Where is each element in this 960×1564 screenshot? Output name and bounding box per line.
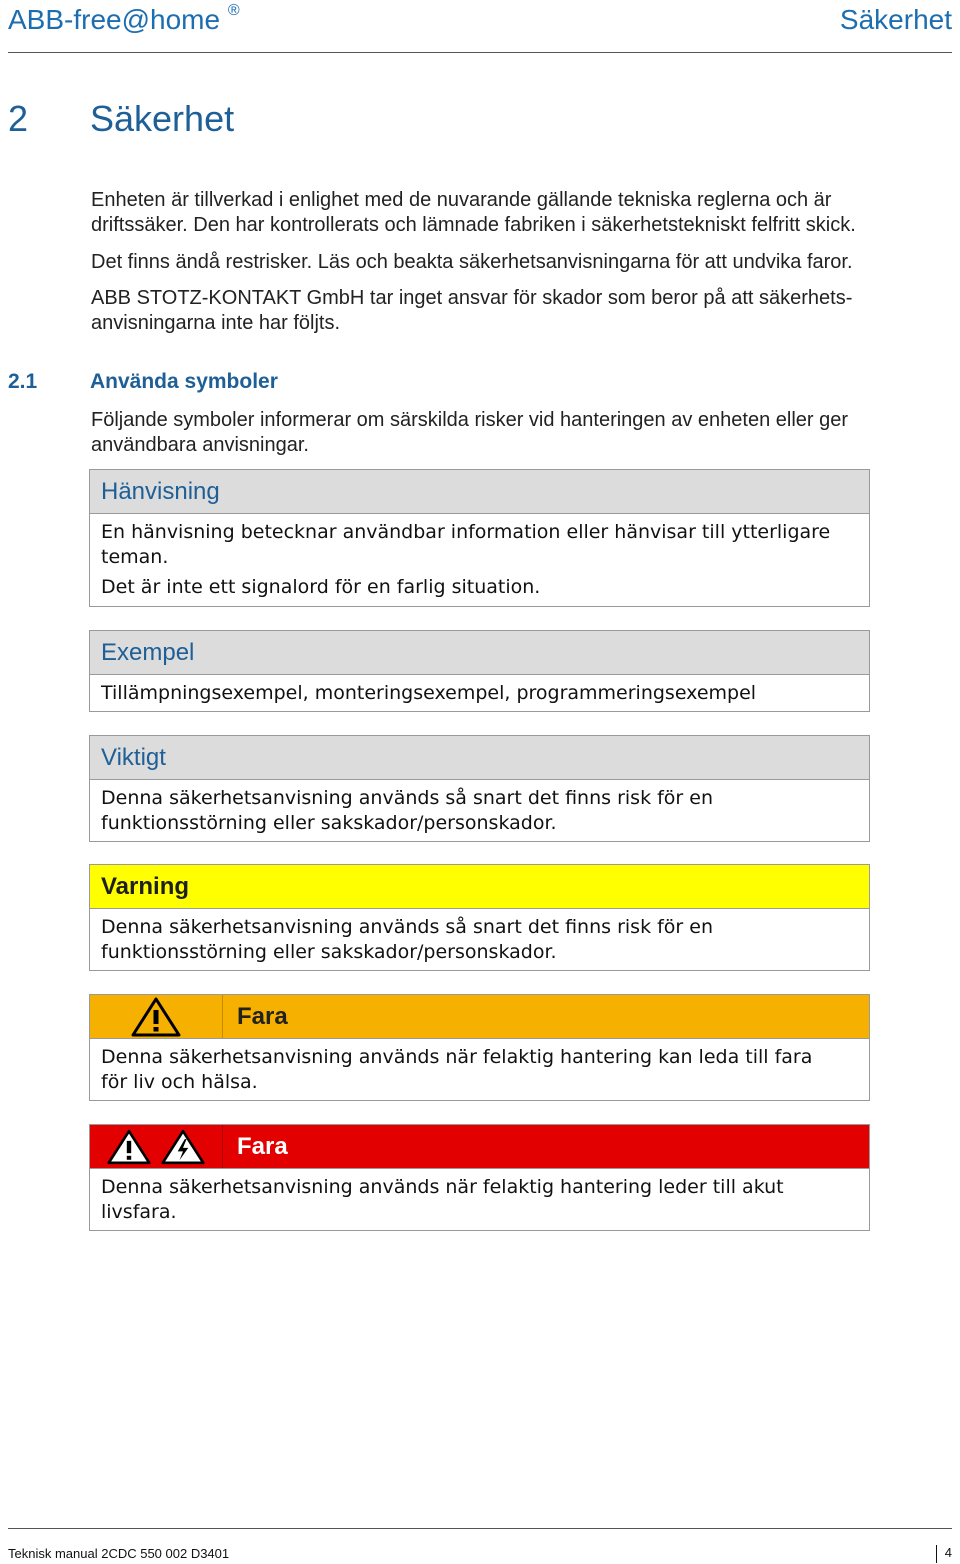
notice-varning	[89, 864, 870, 971]
intro-paragraph-1	[91, 188, 911, 238]
notice-body	[90, 1169, 869, 1231]
notice-text-line: funktionsstörning eller sakskador/personskador.	[101, 941, 557, 963]
notice-body	[90, 1039, 869, 1101]
notice-body	[90, 675, 869, 712]
notice-text-line: Denna säkerhetsanvisning används när felaktig hantering kan leda till fara	[101, 1046, 813, 1068]
notice-title: Fara	[237, 1132, 288, 1160]
intro-paragraph-3	[91, 286, 911, 336]
high-voltage-icon	[161, 1128, 205, 1166]
notice-text-line: för liv och hälsa.	[101, 1071, 258, 1093]
subsection-intro-line1: Följande symboler informerar om särskilda risker vid hanteringen av enheten eller ger	[91, 409, 849, 431]
notice-text-line: Denna säkerhetsanvisning används när felaktig hantering leder till akut	[101, 1176, 784, 1198]
subsection-heading	[8, 370, 278, 394]
notice-text-line: Denna säkerhetsanvisning används så snart det finns risk för en	[101, 787, 714, 809]
chapter-number: 2	[8, 98, 29, 139]
chapter-heading	[8, 98, 234, 140]
footer-document-id: Teknisk manual 2CDC 550 002 D3401	[8, 1546, 230, 1561]
notice-text-line: livsfara.	[101, 1201, 177, 1223]
notice-text-line: En hänvisning betecknar användbar information eller hänvisar till ytterligare	[101, 521, 831, 543]
intro-paragraph-2	[91, 250, 911, 275]
notice-hanvisning	[89, 469, 870, 607]
intro-p2-line1: Det finns ändå restrisker. Läs och beakta säkerhetsanvisningarna för att undvika faror.	[91, 251, 853, 273]
notice-exempel	[89, 630, 870, 712]
header-brand	[8, 1, 240, 36]
intro-p1-line2: driftssäker. Den har kontrollerats och lämnade fabriken i säkerhetstekniskt felfritt skick.	[91, 214, 856, 236]
warning-triangle-icon	[107, 1128, 151, 1166]
registered-mark: ®	[227, 1, 240, 19]
warning-triangle-icon	[131, 997, 181, 1037]
notice-header	[90, 470, 869, 514]
intro-p1-line1: Enheten är tillverkad i enlighet med de nuvarande gällande tekniska reglerna och är	[91, 189, 832, 211]
intro-p3-line2: anvisningarna inte har följts.	[91, 312, 341, 334]
footer-divider	[8, 1528, 952, 1529]
intro-p3-line1: ABB STOTZ-KONTAKT GmbH tar inget ansvar för skador som beror på att säkerhets-	[91, 287, 853, 309]
notice-fara-health	[89, 994, 870, 1101]
notice-header	[90, 865, 869, 909]
notice-text-line: funktionsstörning eller sakskador/personskador.	[101, 812, 557, 834]
hazard-title-wrap	[223, 1133, 288, 1161]
hazard-icon-cell	[90, 1125, 223, 1168]
notice-body	[90, 514, 869, 606]
brand-name: ABB-free@home	[8, 4, 221, 35]
chapter-title: Säkerhet	[90, 98, 235, 139]
notice-header	[90, 631, 869, 675]
notice-title: Hänvisning	[101, 477, 220, 505]
notice-header	[90, 736, 869, 780]
header-section-title: Säkerhet	[839, 4, 952, 35]
notice-title: Viktigt	[101, 743, 166, 771]
notice-text-line: Det är inte ett signalord för en farlig situation.	[101, 576, 541, 598]
notice-text-line: Tillämpningsexempel, monteringsexempel, programmeringsexempel	[101, 682, 757, 704]
notice-text-line: Denna säkerhetsanvisning används så snart det finns risk för en	[101, 916, 714, 938]
subsection-title: Använda symboler	[90, 370, 278, 393]
notice-title: Exempel	[101, 638, 195, 666]
subsection-intro-line2: användbara anvisningar.	[91, 434, 309, 456]
notice-title: Varning	[101, 872, 190, 900]
subsection-number: 2.1	[8, 370, 38, 393]
hazard-icon-cell	[90, 995, 223, 1038]
notice-fara-life	[89, 1124, 870, 1231]
notice-body	[90, 780, 869, 842]
notice-viktigt	[89, 735, 870, 842]
header-divider	[8, 52, 952, 53]
footer-page-number: 4	[936, 1545, 952, 1563]
hazard-title-wrap	[223, 1003, 288, 1031]
notice-body	[90, 909, 869, 971]
notice-title: Fara	[237, 1002, 288, 1030]
notice-text-line: teman.	[101, 546, 169, 568]
subsection-intro	[91, 408, 911, 458]
notice-header	[90, 995, 869, 1039]
notice-header	[90, 1125, 869, 1169]
